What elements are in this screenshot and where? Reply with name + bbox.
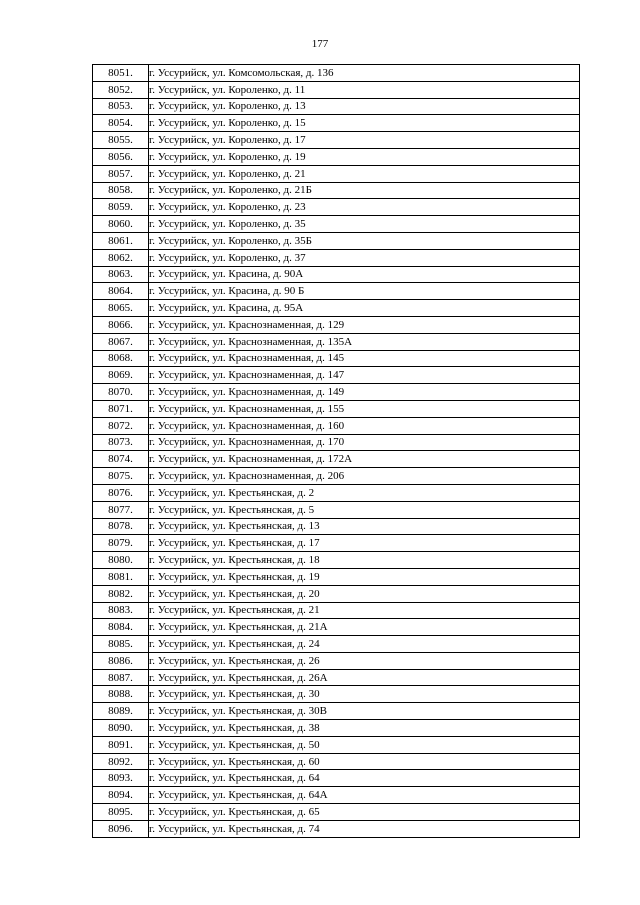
row-number: 8065. [93,300,149,317]
row-number: 8090. [93,720,149,737]
row-number: 8091. [93,736,149,753]
table-row [93,552,580,569]
row-number: 8092. [93,753,149,770]
table-row [93,535,580,552]
address-cell: г. Уссурийск, ул. Крестьянская, д. 64А [149,787,580,804]
table-row [93,300,580,317]
row-number: 8062. [93,249,149,266]
address-cell: г. Уссурийск, ул. Крестьянская, д. 74 [149,820,580,837]
table-row [93,568,580,585]
address-cell: г. Уссурийск, ул. Краснознаменная, д. 206 [149,468,580,485]
address-cell: г. Уссурийск, ул. Крестьянская, д. 38 [149,720,580,737]
table-row [93,316,580,333]
address-cell: г. Уссурийск, ул. Краснознаменная, д. 155 [149,400,580,417]
address-cell: г. Уссурийск, ул. Краснознаменная, д. 135А [149,333,580,350]
row-number: 8072. [93,417,149,434]
address-cell: г. Уссурийск, ул. Комсомольская, д. 136 [149,65,580,82]
row-number: 8095. [93,804,149,821]
table-row [93,736,580,753]
table-row [93,148,580,165]
table-row [93,770,580,787]
row-number: 8096. [93,820,149,837]
table-row [93,249,580,266]
row-number: 8069. [93,367,149,384]
table-row [93,518,580,535]
table-row [93,820,580,837]
row-number: 8075. [93,468,149,485]
address-table [92,64,580,838]
row-number: 8074. [93,451,149,468]
address-cell: г. Уссурийск, ул. Крестьянская, д. 13 [149,518,580,535]
row-number: 8078. [93,518,149,535]
address-cell: г. Уссурийск, ул. Крестьянская, д. 30В [149,703,580,720]
table-row [93,417,580,434]
row-number: 8087. [93,669,149,686]
table-row [93,468,580,485]
table-row [93,652,580,669]
row-number: 8085. [93,636,149,653]
table-row [93,753,580,770]
address-cell: г. Уссурийск, ул. Крестьянская, д. 64 [149,770,580,787]
row-number: 8068. [93,350,149,367]
table-row [93,585,580,602]
row-number: 8073. [93,434,149,451]
table-row [93,451,580,468]
row-number: 8064. [93,283,149,300]
table-row [93,720,580,737]
table-row [93,434,580,451]
row-number: 8051. [93,65,149,82]
table-row [93,232,580,249]
address-cell: г. Уссурийск, ул. Крестьянская, д. 5 [149,501,580,518]
address-cell: г. Уссурийск, ул. Крестьянская, д. 21 [149,602,580,619]
table-row [93,199,580,216]
table-row [93,636,580,653]
row-number: 8080. [93,552,149,569]
row-number: 8081. [93,568,149,585]
table-row [93,619,580,636]
table-row [93,703,580,720]
table-row [93,283,580,300]
row-number: 8083. [93,602,149,619]
row-number: 8071. [93,400,149,417]
table-row [93,367,580,384]
address-cell: г. Уссурийск, ул. Короленко, д. 35 [149,216,580,233]
address-cell: г. Уссурийск, ул. Крестьянская, д. 20 [149,585,580,602]
row-number: 8053. [93,98,149,115]
row-number: 8055. [93,132,149,149]
address-cell: г. Уссурийск, ул. Крестьянская, д. 30 [149,686,580,703]
address-cell: г. Уссурийск, ул. Крестьянская, д. 17 [149,535,580,552]
table-row [93,266,580,283]
row-number: 8066. [93,316,149,333]
address-cell: г. Уссурийск, ул. Крестьянская, д. 26А [149,669,580,686]
address-cell: г. Уссурийск, ул. Короленко, д. 21 [149,165,580,182]
address-cell: г. Уссурийск, ул. Короленко, д. 15 [149,115,580,132]
address-cell: г. Уссурийск, ул. Крестьянская, д. 26 [149,652,580,669]
address-cell: г. Уссурийск, ул. Крестьянская, д. 24 [149,636,580,653]
address-cell: г. Уссурийск, ул. Красина, д. 95А [149,300,580,317]
table-row [93,132,580,149]
row-number: 8079. [93,535,149,552]
row-number: 8057. [93,165,149,182]
table-row [93,787,580,804]
row-number: 8056. [93,148,149,165]
row-number: 8077. [93,501,149,518]
row-number: 8070. [93,384,149,401]
row-number: 8089. [93,703,149,720]
address-cell: г. Уссурийск, ул. Короленко, д. 37 [149,249,580,266]
row-number: 8094. [93,787,149,804]
address-cell: г. Уссурийск, ул. Красина, д. 90А [149,266,580,283]
row-number: 8076. [93,484,149,501]
table-row [93,804,580,821]
table-row [93,216,580,233]
table-row [93,669,580,686]
table-row [93,165,580,182]
row-number: 8084. [93,619,149,636]
address-cell: г. Уссурийск, ул. Короленко, д. 11 [149,81,580,98]
row-number: 8061. [93,232,149,249]
address-cell: г. Уссурийск, ул. Крестьянская, д. 65 [149,804,580,821]
page-number: 177 [311,38,329,50]
address-cell: г. Уссурийск, ул. Короленко, д. 19 [149,148,580,165]
row-number: 8060. [93,216,149,233]
row-number: 8093. [93,770,149,787]
row-number: 8059. [93,199,149,216]
address-cell: г. Уссурийск, ул. Короленко, д. 35Б [149,232,580,249]
table-row [93,115,580,132]
table-row [93,400,580,417]
table-row [93,65,580,82]
table-row [93,333,580,350]
address-cell: г. Уссурийск, ул. Красина, д. 90 Б [149,283,580,300]
address-cell: г. Уссурийск, ул. Крестьянская, д. 18 [149,552,580,569]
address-cell: г. Уссурийск, ул. Краснознаменная, д. 129 [149,316,580,333]
address-cell: г. Уссурийск, ул. Крестьянская, д. 50 [149,736,580,753]
table-row [93,350,580,367]
address-cell: г. Уссурийск, ул. Краснознаменная, д. 149 [149,384,580,401]
table-row [93,98,580,115]
address-cell: г. Уссурийск, ул. Крестьянская, д. 21А [149,619,580,636]
table-row [93,484,580,501]
row-number: 8054. [93,115,149,132]
address-cell: г. Уссурийск, ул. Крестьянская, д. 60 [149,753,580,770]
address-cell: г. Уссурийск, ул. Краснознаменная, д. 160 [149,417,580,434]
address-cell: г. Уссурийск, ул. Крестьянская, д. 2 [149,484,580,501]
row-number: 8058. [93,182,149,199]
table-row [93,384,580,401]
row-number: 8052. [93,81,149,98]
row-number: 8086. [93,652,149,669]
address-table-body [93,65,580,838]
address-cell: г. Уссурийск, ул. Короленко, д. 17 [149,132,580,149]
address-cell: г. Уссурийск, ул. Короленко, д. 21Б [149,182,580,199]
table-row [93,602,580,619]
address-cell: г. Уссурийск, ул. Крестьянская, д. 19 [149,568,580,585]
address-cell: г. Уссурийск, ул. Краснознаменная, д. 170 [149,434,580,451]
row-number: 8063. [93,266,149,283]
row-number: 8082. [93,585,149,602]
address-cell: г. Уссурийск, ул. Краснознаменная, д. 172А [149,451,580,468]
address-cell: г. Уссурийск, ул. Короленко, д. 23 [149,199,580,216]
address-cell: г. Уссурийск, ул. Краснознаменная, д. 145 [149,350,580,367]
row-number: 8067. [93,333,149,350]
address-cell: г. Уссурийск, ул. Короленко, д. 13 [149,98,580,115]
address-cell: г. Уссурийск, ул. Краснознаменная, д. 147 [149,367,580,384]
table-row [93,501,580,518]
table-row [93,686,580,703]
table-row [93,182,580,199]
row-number: 8088. [93,686,149,703]
table-row [93,81,580,98]
